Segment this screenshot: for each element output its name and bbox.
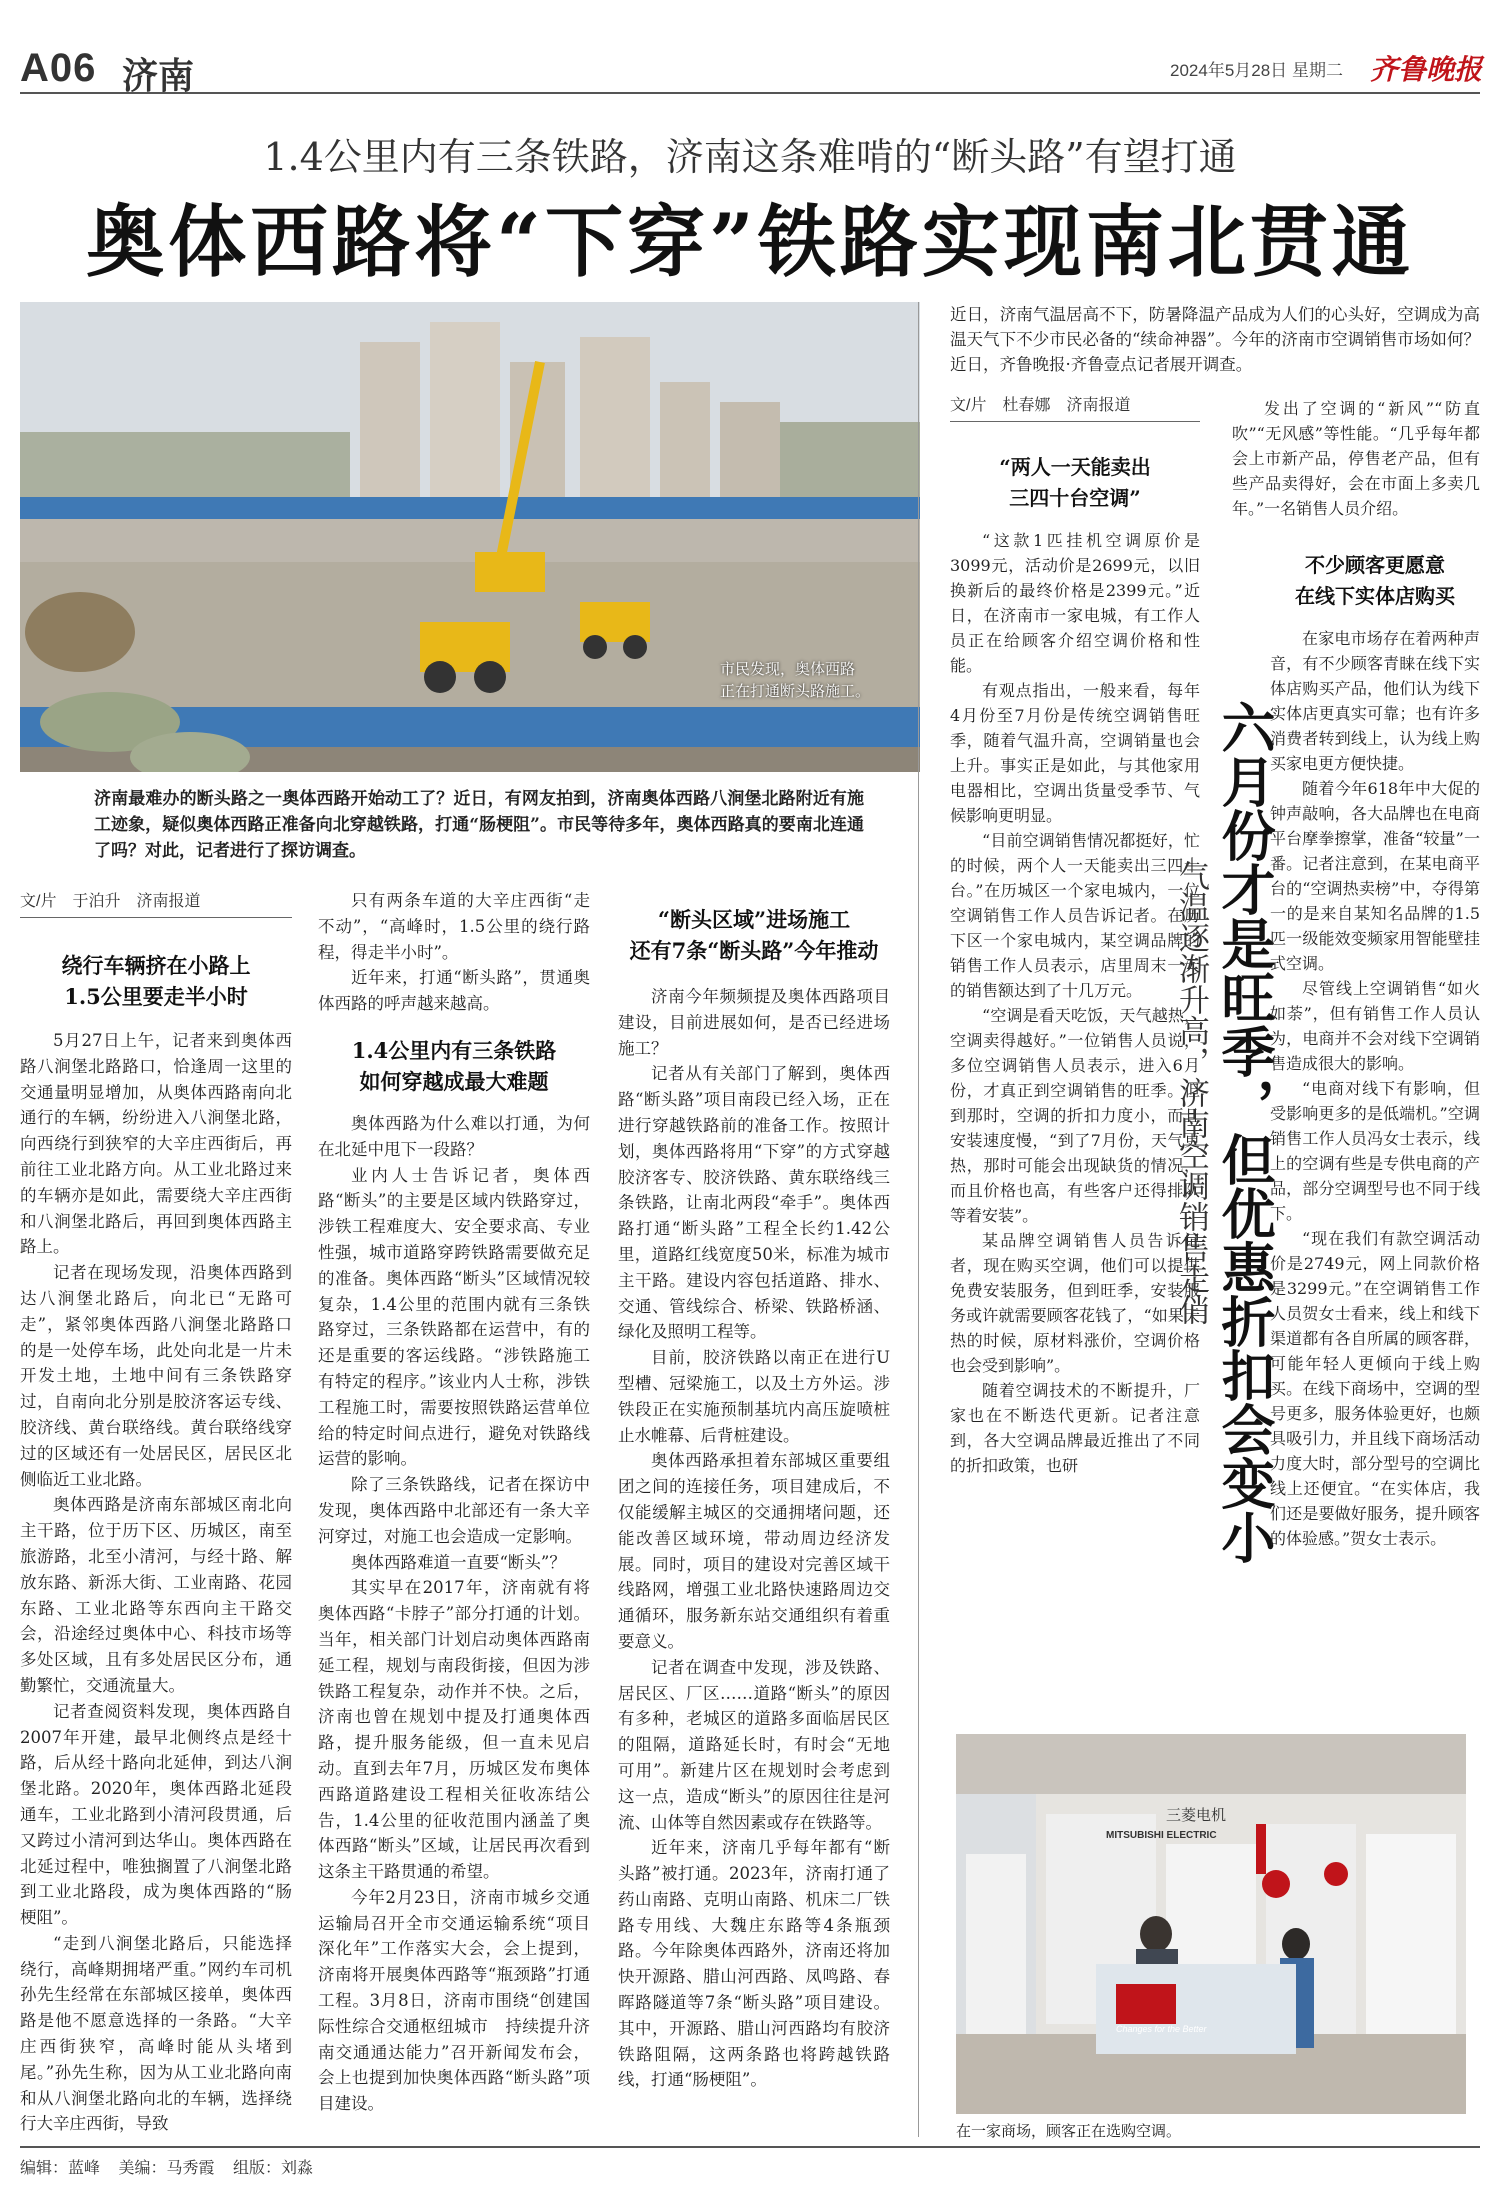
column-divider <box>918 302 919 2137</box>
paragraph: 在家电市场存在着两种声音，有不少顾客青睐在线下实体店购买产品，他们认为线下实体店更真实可靠；也有许多消费者转到线上，认为线上购买家电更方便快捷。 <box>1270 629 1480 773</box>
store-sign-slogan: Changes for the Better <box>1116 2024 1207 2034</box>
main-lead: 济南最难办的断头路之一奥体西路开始动工了？近日，有网友拍到，济南奥体西路八涧堡北路附近有施工迹象，疑似奥体西路正准备向北穿越铁路，打通“肠梗阻”。市民等待多年，奥体西路真的要南北连通了吗？对此，记者进行了探访调查。 <box>94 789 864 861</box>
main-col1-subhead: 绕行车辆挤在小路上 1.5公里要走半小时 <box>61 953 251 1009</box>
footer-layout: 组版：刘淼 <box>232 2160 313 2177</box>
construction-photo <box>20 302 920 772</box>
main-col3-subhead: “断头区域”进场施工 还有7条“断头路”今年推动 <box>629 907 879 963</box>
page-number: A06 <box>20 46 97 90</box>
paragraph: 记者在现场发现，沿奥体西路到达八涧堡北路后，向北已“无路可走”，紧邻奥体西路八涧堡北路路口的是一处停车场，此处向北是一片未开发土地，土地中间有三条铁路穿过，自南向北分别是胶济客运专线、胶济线、黄台联络线。黄台联络线穿过的区域还有一处居民区，居民区北侧临近工业北路。 <box>20 1263 292 1489</box>
paragraph: 记者在调查中发现，涉及铁路、居民区、厂区……道路“断头”的原因有多种，老城区的道路多面临居民区的阻隔，道路延长时，有时会“无地可用”。新建片区在规划时会考虑到这一点，造成“断头”的原因往往是河流、山体等自然因素或存在铁路等。 <box>618 1657 890 1832</box>
paragraph: 目前，胶济铁路以南正在进行U型槽、冠梁施工，以及土方外运。涉铁段正在实施预制基坑内高压旋喷桩止水帷幕、后背桩建设。 <box>618 1348 890 1445</box>
paragraph: “走到八涧堡北路后，只能选择绕行，高峰期拥堵严重。”网约车司机孙先生经常在东部城区接单，奥体西路是他不愿意选择的一条路。“大辛庄西街狭窄，高峰时能从头堵到尾。”孙先生称，因为从工业北路向南和从八涧堡北路向北的车辆，选择绕行大辛庄西街，导致 <box>20 1933 292 2134</box>
paragraph: 随着今年618年中大促的钟声敲响，各大品牌也在电商平台摩拳擦掌，准备“较量”一番。记者注意到，在某电商平台的“空调热卖榜”中，夺得第一的是来自某知名品牌的1.5匹一级能效变频家用智能壁挂式空调。 <box>1270 779 1480 973</box>
paragraph: 奥体西路是济南东部城区南北向主干路，位于历下区、历城区，南至旅游路，北至小清河，与经十路、解放东路、新泺大街、工业南路、花园东路、工业北路等东西向主干路交会，沿途经过奥体中心、科技市场等多处区域，且有多处居民区分布，通勤繁忙，交通流量大。 <box>20 1495 292 1695</box>
paragraph: 5月27日上午，记者来到奥体西路八涧堡北路路口，恰逢周一这里的交通量明显增加，从奥体西路南向北通行的车辆，纷纷进入八涧堡北路，向西绕行到狭窄的大辛庄西街后，再前往工业北路方向。从工业北路过来的车辆亦是如此，需要绕大辛庄西街和八涧堡北路后，再回到奥体西路主路上。 <box>20 1031 292 1257</box>
paragraph: 记者查阅资料发现，奥体西路自2007年开建，最早北侧终点是经十路，后从经十路向北延伸，到达八涧堡北路。2020年，奥体西路北延段通车，工业北路到小清河段贯通，后又跨过小清河到达华山。奥体西路在北延过程中，唯独搁置了八涧堡北路到工业北路段，成为奥体西路的“肠梗阻”。 <box>20 1701 292 1928</box>
paragraph: “空调是看天吃饭，天气越热，空调卖得越好。”一位销售人员说，多位空调销售人员表示，进入6月份，才真正到空调销售的旺季。但到那时，空调的折扣力度小，而且安装速度慢，“到了7月份，天气更热，那时可能会出现缺货的情况，而且价格也高，有些客户还得排队等着安装”。 <box>950 1006 1200 1225</box>
footer-designer: 美编：马秀霞 <box>118 2160 215 2177</box>
paragraph: 尽管线上空调销售“如火如荼”，但有销售工作人员认为，电商并不会对线下空调销售造成很大的影响。 <box>1270 979 1480 1073</box>
side-column-2b <box>1270 550 1480 1551</box>
footer-credits <box>20 2155 313 2178</box>
footer-editor: 编辑：蓝峰 <box>20 2160 101 2177</box>
store-photo-caption: 在一家商场，顾客正在选购空调。 <box>956 2122 1182 2140</box>
main-headline: 奥体西路将“下穿”铁路实现南北贯通 <box>86 197 1414 288</box>
side-headline: 六月份才是旺季，但优惠折扣会变小 <box>1213 700 1277 1564</box>
paragraph: 记者从有关部门了解到，奥体西路“断头路”项目南段已经入场，正在进行穿越铁路前的准备工作。按照计划，奥体西路将用“下穿”的方式穿越胶济客专、胶济铁路、黄东联络线三条铁路，让南北两段“牵手”。奥体西路打通“断头路”工程全长约1.42公里，道路红线宽度50米，标准为城市主干路。建设内容包括道路、排水、交通、管线综合、桥梁、铁路桥涵、绿化及照明工程等。 <box>618 1064 890 1342</box>
photo-caption-line: 正在打通断头路施工。 <box>720 683 871 700</box>
issue-weekday: 星期二 <box>1292 61 1343 80</box>
paragraph: 某品牌空调销售人员告诉记者，现在购买空调，他们可以提供免费安装服务，但到旺季，安装服务或许就需要顾客花钱了，“如果天热的时候，原材料涨价，空调价格也会受到影响”。 <box>950 1231 1200 1375</box>
side-col1-subhead: “两人一天能卖出 三四十台空调” <box>999 455 1151 510</box>
main-byline: 文/片 于泊升 济南报道 <box>20 888 292 918</box>
store-photo <box>956 1734 1466 2114</box>
paragraph: 除了三条铁路线，记者在探访中发现，奥体西路中北部还有一条大辛河穿过，对施工也会造成一定影响。 <box>318 1475 590 1546</box>
paragraph: 近年来，打通“断头路”，贯通奥体西路的呼声越来越高。 <box>318 968 590 1014</box>
main-kicker: 1.4公里内有三条铁路，济南这条难啃的“断头路”有望打通 <box>263 135 1237 179</box>
photo-caption <box>720 659 910 703</box>
side-col2-subhead: 不少顾客更愿意 在线下实体店购买 <box>1295 553 1455 608</box>
paragraph: 近年来，济南几乎每年都有“断头路”被打通。2023年，济南打通了药山南路、克明山南路、机床二厂铁路专用线、大魏庄东路等4条瓶颈路。今年除奥体西路外，济南还将加快开源路、腊山河西路、凤鸣路、春晖路隧道等7条“断头路”项目建设。其中，开源路、腊山河西路均有胶济铁路阻隔，这两条路也将跨越铁路线，打通“肠梗阻”。 <box>618 1838 890 2090</box>
header-rule <box>20 92 1480 94</box>
paragraph: 其实早在2017年，济南就有将奥体西路“卡脖子”部分打通的计划。当年，相关部门计划启动奥体西路南延工程，规划与南段街接，但因为涉铁路工程复杂，动作并不快。之后，济南也曾在规划中提及打通奥体西路，提升服务能级，但一直未见启动。直到去年7月，历城区发布奥体西路道路建设工程相关征收冻结公告，1.4公里的征收范围内涵盖了奥体西路“断头”区域，让居民再次看到这条主干路贯通的希望。 <box>318 1578 590 1882</box>
paragraph: 随着空调技术的不断提升，厂家也在不断迭代更新。记者注意到，各大空调品牌最近推出了不同的折扣政策，也研 <box>950 1381 1200 1475</box>
store-sign-cn: 三菱电机 <box>1166 1806 1227 1824</box>
paragraph: 奥体西路承担着东部城区重要组团之间的连接任务，项目建成后，不仅能缓解主城区的交通拥堵问题，还能改善区域环境，带动周边经济发展。同时，项目的建设对完善区域干线路网，增强工业北路快速路周边交通循环，服务新东站交通组织有着重要意义。 <box>618 1451 890 1651</box>
side-column-2 <box>1232 396 1480 521</box>
main-column-3 <box>618 904 890 2093</box>
paragraph: 奥体西路为什么难以打通，为何在北延中甩下一段路？ <box>318 1113 590 1159</box>
paragraph: 发出了空调的“新风”“防直吹”“无风感”等性能。“几乎每年都会上市新产品，停售老产品，但有些产品卖得好，会在市面上多卖几年。”一名销售人员介绍。 <box>1232 399 1480 518</box>
side-intro: 近日，济南气温居高不下，防暑降温产品成为人们的心头好，空调成为高温天气下不少市民必备的“续命神器”。今年的济南市空调销售市场如何？近日，齐鲁晚报·齐鲁壹点记者展开调查。 <box>950 305 1480 374</box>
paragraph: “目前空调销售情况都挺好，忙的时候，两个人一天能卖出三四十台。”在历城区一个家电城内，一位空调销售工作人员告诉记者。在历下区一个家电城内，某空调品牌的销售工作人员表示，店里周末一天的销售额达到了十几万元。 <box>950 831 1200 1000</box>
side-byline: 文/片 杜春娜 济南报道 <box>950 392 1200 422</box>
photo-caption-line: 市民发现，奥体西路 <box>720 661 856 678</box>
store-sign-brand: MITSUBISHI ELECTRIC <box>1106 1830 1217 1841</box>
paragraph: “电商对线下有影响，但受影响更多的是低端机。”空调销售工作人员冯女士表示，线上的空调有些是专供电商的产品，部分空调型号也不同于线下。 <box>1270 1079 1480 1223</box>
main-col2-subhead: 1.4公里内有三条铁路 如何穿越成最大难题 <box>351 1037 557 1094</box>
main-column-2 <box>318 888 590 2117</box>
paragraph: “现在我们有款空调活动价是2749元，网上同款价格是3299元。”在空调销售工作人员贺女士看来，线上和线下渠道都有各自所属的顾客群，可能年轻人更倾向于线上购买。在线下商场中，空调的型号更多，服务体验更好，也颇具吸引力，并且线下商场活动力度大时，部分型号的空调比线上还便宜。“在实体店，我们还是要做好服务，提升顾客的体验感。”贺女士表示。 <box>1270 1229 1480 1548</box>
issue-date: 2024年5月28日 <box>1170 61 1288 80</box>
footer-rule <box>20 2146 1480 2148</box>
newspaper-logo: 齐鲁晚报 <box>1370 53 1483 86</box>
paragraph: 奥体西路难道一直要“断头”？ <box>351 1552 566 1572</box>
paragraph: 业内人士告诉记者，奥体西路“断头”的主要是区域内铁路穿过，涉铁工程难度大、安全要求高、专业性强，城市道路穿跨铁路需要做充足的准备。奥体西路“断头”区域情况较复杂，1.4公里的范围内就有三条铁路穿过，三条铁路都在运营中，有的还是重要的客运线路。“涉铁路施工有特定的程序。”该业内人士称，涉铁工程施工时，需要按照铁路运营单位给的特定时间点进行，避免对铁路线运营的影响。 <box>318 1165 590 1469</box>
paragraph: 有观点指出，一般来看，每年4月份至7月份是传统空调销售旺季，随着气温升高，空调销量也会上升。事实正是如此，与其他家用电器相比，空调出货量受季节、气候影响更明显。 <box>950 681 1200 825</box>
section-name: 济南 <box>122 55 195 97</box>
side-column-1 <box>950 452 1200 1478</box>
paragraph: 今年2月23日，济南市城乡交通运输局召开全市交通运输系统“项目深化年”工作落实大会，会上提到，济南将开展奥体西路等“瓶颈路”打通工程。3月8日，济南市围绕“创建国际性综合交通枢纽城市 持续提升济南交通通达能力”召开新闻发布会，会上也提到加快奥体西路“断头路”项目建设。 <box>318 1887 590 2114</box>
paragraph: 济南今年频频提及奥体西路项目建设，目前进展如何，是否已经进场施工？ <box>618 987 890 1058</box>
paragraph: 只有两条车道的大辛庄西街“走不动”，“高峰时，1.5公里的绕行路程，得走半小时”。 <box>318 891 590 962</box>
main-column-1 <box>20 950 292 2137</box>
side-subheadline: 气温逐渐升高，济南空调销售走俏 <box>1173 860 1209 1325</box>
paragraph: “这款1匹挂机空调原价是3099元，活动价是2699元，以旧换新后的最终价格是2399元。”近日，在济南市一家电城，有工作人员正在给顾客介绍空调价格和性能。 <box>950 531 1200 675</box>
